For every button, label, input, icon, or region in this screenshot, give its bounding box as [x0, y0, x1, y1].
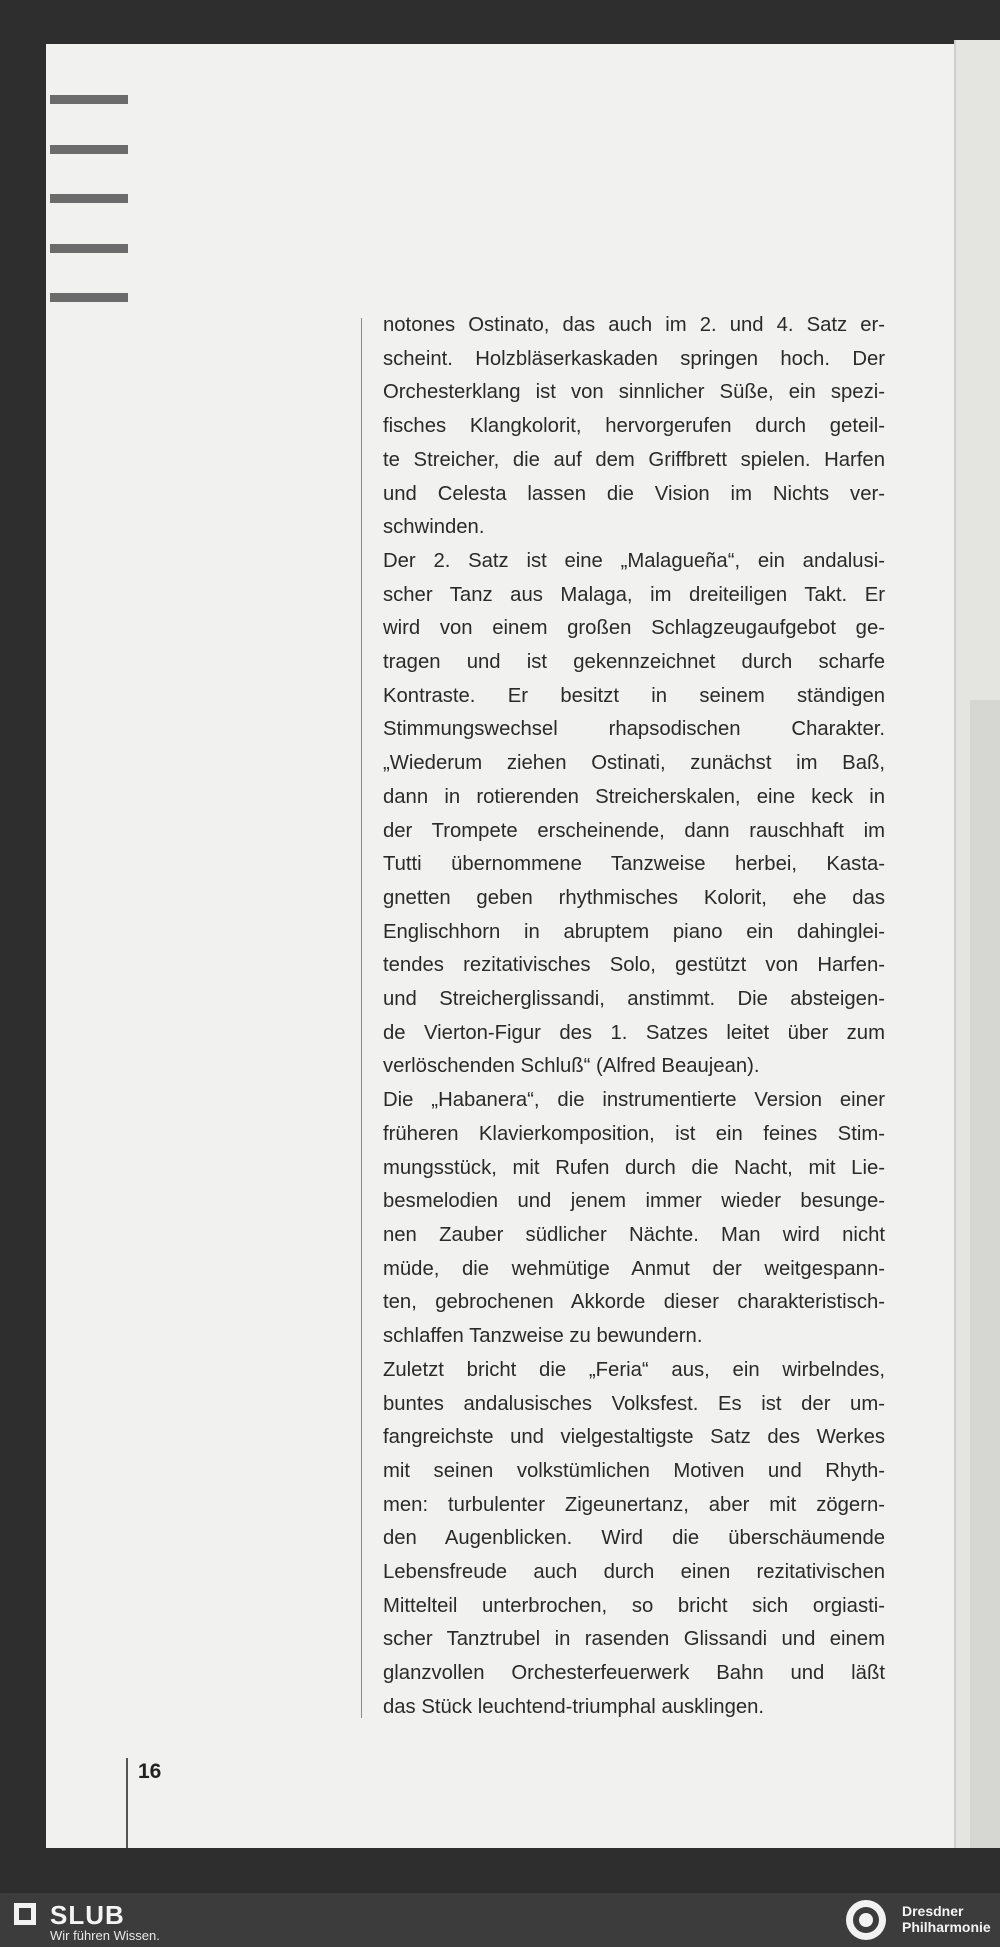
- index-tab-mark: [50, 293, 128, 302]
- index-tab-mark: [50, 145, 128, 154]
- text-line: das Stück leuchtend-triumphal ausklingen.: [383, 1695, 765, 1718]
- text-line: Englischhorn in abruptem piano ein dahinglei-: [383, 920, 885, 943]
- text-line: müde, die wehmütige Anmut der weitgespann-: [383, 1257, 885, 1280]
- text-line: den Augenblicken. Wird die überschäumende: [383, 1527, 885, 1550]
- viewer-footer: [0, 1893, 1000, 1947]
- text-line: scher Tanztrubel in rasenden Glissandi und einem: [383, 1628, 885, 1651]
- page-number: 16: [138, 1760, 162, 1783]
- slub-logo-icon: [14, 1903, 36, 1925]
- text-line: und Streicherglissandi, anstimmt. Die absteigen-: [383, 988, 885, 1011]
- text-line: de Vierton-Figur des 1. Satzes leitet über zum: [383, 1021, 885, 1044]
- text-line: schlaffen Tanzweise zu bewundern.: [383, 1325, 703, 1348]
- text-line: gnetten geben rhythmisches Kolorit, ehe das: [383, 886, 885, 909]
- article-body: [383, 309, 885, 1725]
- text-line: Tutti übernommene Tanzweise herbei, Kasta-: [383, 853, 885, 876]
- text-line: glanzvollen Orchesterfeuerwerk Bahn und läßt: [383, 1662, 885, 1685]
- text-line: früheren Klavierkomposition, ist ein feines Stim-: [383, 1122, 885, 1145]
- partner-name: [902, 1903, 991, 1935]
- text-line: wird von einem großen Schlagzeugaufgebot ge-: [383, 617, 885, 640]
- text-line: Mittelteil unterbrochen, so bricht sich orgiasti-: [383, 1594, 885, 1617]
- text-line: Die „Habanera“, die instrumentierte Version einer: [383, 1089, 885, 1112]
- text-line: fangreichste und vielgestaltigste Satz des Werkes: [383, 1426, 885, 1449]
- text-line: Orchesterklang ist von sinnlicher Süße, ein spezi-: [383, 381, 885, 404]
- index-tab-mark: [50, 95, 128, 104]
- library-name: SLUB: [50, 1900, 125, 1930]
- index-tab-mark: [50, 194, 128, 203]
- text-line: scheint. Holzbläserkaskaden springen hoch. Der: [383, 347, 885, 370]
- text-line: ten, gebrochenen Akkorde dieser charakteristisch-: [383, 1291, 885, 1314]
- text-line: verlöschenden Schluß“ (Alfred Beaujean).: [383, 1055, 760, 1078]
- text-line: te Streicher, die auf dem Griffbrett spielen. Harfen: [383, 448, 885, 471]
- text-line: fisches Klangkolorit, hervorgerufen durch geteil-: [383, 415, 885, 438]
- partner-name-line1: Dresdner: [902, 1903, 964, 1919]
- text-line: und Celesta lassen die Vision im Nichts ver-: [383, 482, 885, 505]
- text-line: mungsstück, mit Rufen durch die Nacht, mit Lie-: [383, 1156, 885, 1179]
- text-line: tragen und ist gekennzeichnet durch scharfe: [383, 651, 885, 674]
- text-line: „Wiederum ziehen Ostinati, zunächst im Baß,: [383, 752, 885, 775]
- text-line: der Trompete erscheinende, dann rauschhaft im: [383, 819, 885, 842]
- text-line: Der 2. Satz ist eine „Malagueña“, ein andalusi-: [383, 549, 885, 572]
- text-line: notones Ostinato, das auch im 2. und 4. Satz er-: [383, 314, 885, 336]
- text-line: nen Zauber südlicher Nächte. Man wird nicht: [383, 1223, 885, 1246]
- text-line: tendes rezitativisches Solo, gestützt von Harfen-: [383, 954, 885, 977]
- philharmonie-logo-icon: [840, 1898, 892, 1942]
- index-tab-mark: [50, 244, 128, 253]
- next-page-shadow: [970, 700, 1000, 1848]
- text-line: besmelodien und jenem immer wieder besunge-: [383, 1190, 885, 1213]
- text-line: mit seinen volkstümlichen Motiven und Rhyth-: [383, 1459, 885, 1482]
- text-line: men: turbulenter Zigeunertanz, aber mit zögern-: [383, 1493, 885, 1516]
- footer-rule: [126, 1758, 128, 1848]
- text-line: schwinden.: [383, 516, 485, 539]
- text-line: scher Tanz aus Malaga, im dreiteiligen Takt. Er: [383, 583, 885, 606]
- text-line: Lebensfreude auch durch einen rezitativischen: [383, 1561, 885, 1584]
- column-rule: [361, 318, 362, 1718]
- text-line: Stimmungswechsel rhapsodischen Charakter.: [383, 718, 885, 741]
- text-line: Kontraste. Er besitzt in seinem ständigen: [383, 684, 885, 707]
- partner-name-line2: Philharmonie: [902, 1919, 991, 1935]
- text-line: dann in rotierenden Streicherskalen, eine keck in: [383, 785, 885, 808]
- text-line: buntes andalusisches Volksfest. Es ist der um-: [383, 1392, 885, 1415]
- text-line: Zuletzt bricht die „Feria“ aus, ein wirbelndes,: [383, 1358, 885, 1381]
- library-tagline: Wir führen Wissen.: [50, 1928, 160, 1943]
